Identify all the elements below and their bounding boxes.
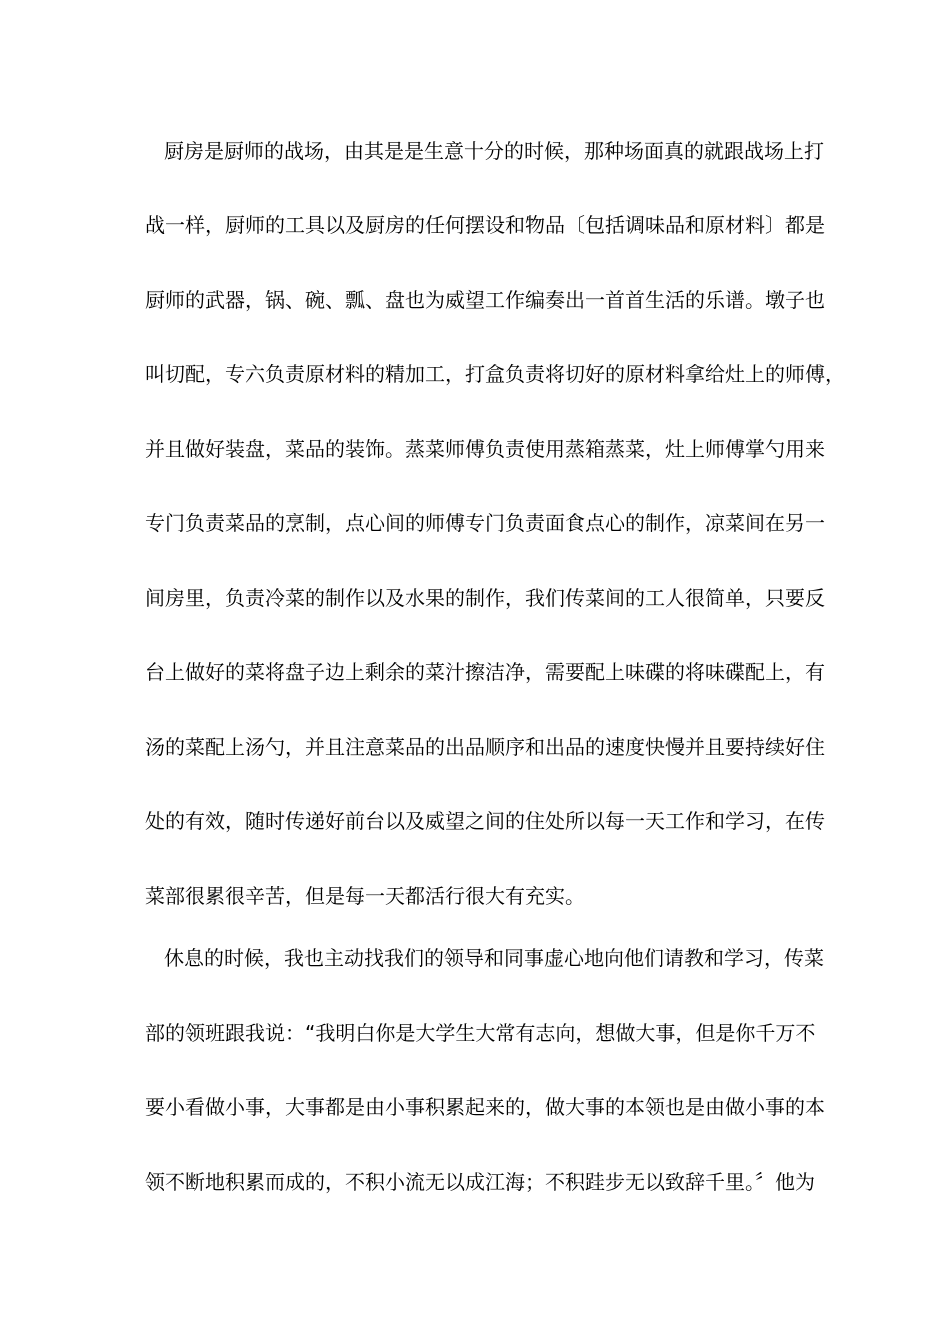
paragraph-2-line-3: 要小看做小事，大事都是由小事积累起来的，做大事的本领也是由做小事的本 xyxy=(145,1095,825,1119)
paragraph-1-line-5: 并且做好装盘，菜品的装饰。蒸菜师傅负责使用蒸箱蒸菜，灶上师傅掌勺用来 xyxy=(145,437,825,461)
paragraph-2-line-2: 部的领班跟我说：“我明白你是大学生大常有志向，想做大事，但是你千万不 xyxy=(145,1021,816,1045)
paragraph-1-line-10: 处的有效，随时传递好前台以及威望之间的住处所以每一天工作和学习，在传 xyxy=(145,809,825,833)
paragraph-1-line-8: 台上做好的菜将盘子边上剩余的菜汁擦洁净，需要配上味碟的将味碟配上，有 xyxy=(145,660,825,684)
paragraph-1-line-7: 间房里，负责冷菜的制作以及水果的制作，我们传菜间的工人很简单，只要反 xyxy=(145,586,825,610)
paragraph-1-line-6: 专门负责菜品的烹制，点心间的师傅专门负责面食点心的制作，凉菜间在另一 xyxy=(145,511,825,535)
paragraph-1-line-1: 厨房是厨师的战场，由其是是生意十分的时候，那种场面真的就跟战场上打 xyxy=(164,139,824,163)
paragraph-1-line-9: 汤的菜配上汤勺，并且注意菜品的出品顺序和出品的速度快慢并且要持续好住 xyxy=(145,735,825,759)
paragraph-1-line-11: 菜部很累很辛苦，但是每一天都活行很大有充实。 xyxy=(145,884,585,908)
paragraph-1-line-3: 厨师的武器，锅、碗、瓢、盘也为威望工作编奏出一首首生活的乐谱。墩子也 xyxy=(145,288,825,312)
paragraph-2-line-4: 领不断地积累而成的，不积小流无以成江海；不积跬步无以致辞千里。〞他为 xyxy=(145,1170,815,1194)
paragraph-2-line-1: 休息的时候，我也主动找我们的领导和同事虚心地向他们请教和学习，传菜 xyxy=(164,946,824,970)
paragraph-1-line-2: 战一样，厨师的工具以及厨房的任何摆设和物品〔包括调味品和原材料〕都是 xyxy=(145,213,825,237)
paragraph-1-line-4: 叫切配，专六负责原材料的精加工，打盒负责将切好的原材料拿给灶上的师傅， xyxy=(145,362,845,386)
